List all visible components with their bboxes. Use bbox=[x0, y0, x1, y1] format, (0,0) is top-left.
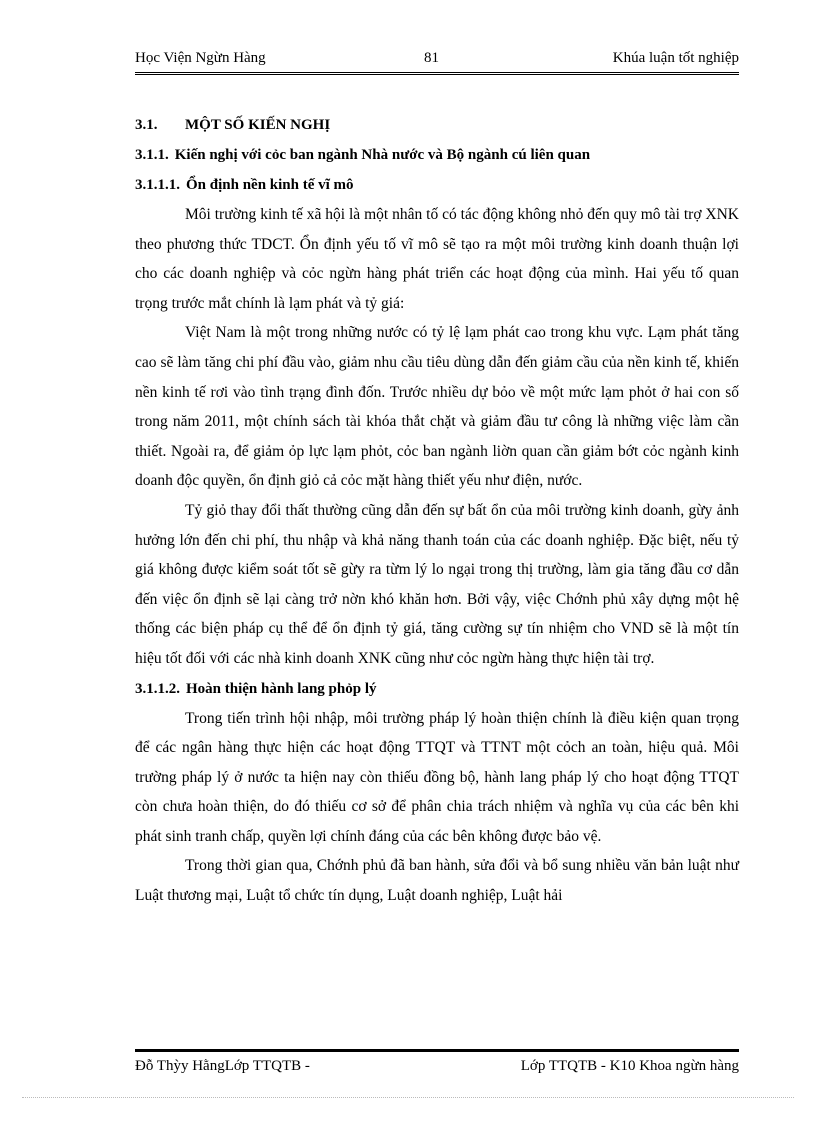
sub1-number: 3.1.1.1. bbox=[135, 177, 180, 193]
header-institution: Học Viện Ngừn Hàng bbox=[135, 50, 266, 66]
paragraph: Tỷ giỏ thay đổi thất thường cũng dẫn đến sự bất ổn của môi trường kinh doanh, gừy ảnh hưởng lớn đến chi phí, thu nhập và khả năng thanh toán của các doanh nghiệp. Đặc biệt, nếu tỷ giá không được kiểm soát tốt sẽ gừy ra từm lý lo ngại trong thị trường, làm gia tăng đầu cơ dẫn đến việc ổn định sẽ lại càng trở nờn khó khăn hơn. Bởi vậy, việc Chớnh phủ xây dựng một hệ thống các biện pháp cụ thể để ổn định tỷ giá, tăng cường sự tín nhiệm cho VND sẽ là một tín hiệu tốt đối với các nhà kinh doanh XNK cũng như cỏc ngừn hàng thực hiện tài trợ. bbox=[135, 501, 739, 667]
paragraph: Môi trường kinh tế xã hội là một nhân tố có tác động không nhỏ đến quy mô tài trợ XNK theo phương thức TDCT. Ổn định yếu tố vĩ mô sẽ tạo ra một môi trường kinh doanh thuận lợi cho các doanh nghiệp và cỏc ngừn hàng phát triển các hoạt động của mình. Hai yếu tố quan trọng trước mắt chính là lạm phát và tỷ giá: bbox=[135, 206, 739, 312]
page-header bbox=[135, 48, 739, 75]
subsection-heading bbox=[135, 140, 739, 170]
sub1-title: Ổn định nền kinh tế vĩ mô bbox=[186, 177, 354, 193]
footer-author: Đỗ Thỳy HằngLớp TTQTB - bbox=[135, 1058, 310, 1074]
sub2-number: 3.1.1.2. bbox=[135, 680, 180, 697]
paragraph: Trong tiến trình hội nhập, môi trường pháp lý hoàn thiện chính là điều kiện quan trọng để các ngân hàng thực hiện các hoạt động TTQT và TTNT một cỏch an toàn, hiệu quả. Môi trường pháp lý ở nước ta hiện nay còn thiếu đồng bộ, hành lang pháp lý cho hoạt động TTQT còn chưa hoàn thiện, do đó thiếu cơ sở để phân chia trách nhiệm và nghĩa vụ của các bên khi phát sinh tranh chấp, quyền lợi chính đáng của các bên không được bảo vệ. bbox=[135, 709, 739, 845]
sub2-heading bbox=[135, 674, 739, 704]
sub2-title: Hoàn thiện hành lang phỏp lý bbox=[186, 680, 377, 697]
section-heading bbox=[135, 110, 739, 140]
section-number: 3.1. bbox=[135, 117, 158, 133]
page-body bbox=[135, 110, 739, 911]
subsection-number: 3.1.1. bbox=[135, 147, 169, 163]
section-title: MỘT SỐ KIẾN NGHỊ bbox=[185, 117, 331, 133]
paragraph: Trong thời gian qua, Chớnh phủ đã ban hành, sửa đổi và bổ sung nhiều văn bản luật như Luật thương mại, Luật tổ chức tín dụng, Luật doanh nghiệp, Luật hải bbox=[135, 857, 739, 905]
subsection-title: Kiến nghị với cỏc ban ngành Nhà nước và Bộ ngành cú liên quan bbox=[174, 147, 591, 163]
page-footer bbox=[135, 1049, 739, 1082]
header-document-type: Khúa luận tốt nghiệp bbox=[612, 50, 739, 66]
header-page-number: 81 bbox=[424, 50, 439, 66]
sub1-heading bbox=[135, 170, 739, 200]
footer-class: Lớp TTQTB - K10 Khoa ngừn hàng bbox=[520, 1058, 739, 1074]
paragraph: Việt Nam là một trong những nước có tỷ lệ lạm phát cao trong khu vực. Lạm phát tăng cao sẽ làm tăng chi phí đầu vào, giảm nhu cầu tiêu dùng dẫn đến giảm cầu của nền kinh tế, khiến nền kinh tế rơi vào tình trạng đình đốn. Trước nhiều dự bỏo về một mức lạm phỏt ở hai con số trong năm 2011, một chính sách tài khóa thắt chặt và giảm đầu tư công là những việc làm cần thiết. Ngoài ra, để giảm ỏp lực lạm phỏt, cỏc ban ngành liờn quan cần giảm bớt cỏc ngành kinh doanh độc quyền, ổn định giỏ cả cỏc mặt hàng thiết yếu như điện, nước. bbox=[135, 324, 739, 490]
page-edge-divider bbox=[22, 1097, 794, 1098]
